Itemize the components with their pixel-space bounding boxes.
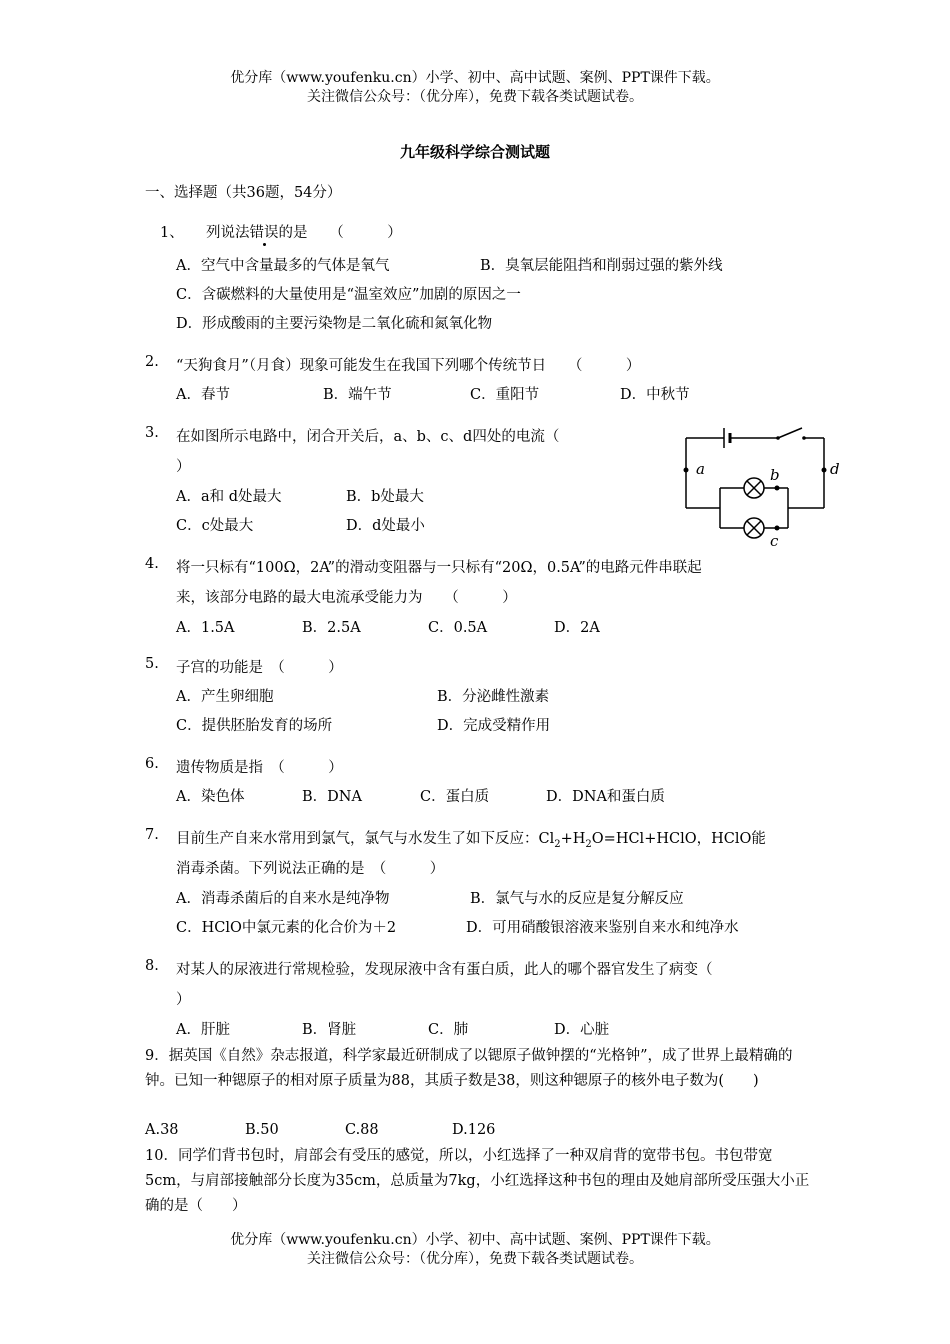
option-d: D．中秋节 xyxy=(620,387,690,403)
question-number: 2. xyxy=(145,354,159,370)
question-number: 4. xyxy=(145,556,159,572)
question-stem: “天狗食月”（月食）现象可能发生在我国下列哪个传统节日 （ ） xyxy=(176,358,641,374)
option-b: B．2.5A xyxy=(302,620,361,636)
option-a: A.38 xyxy=(145,1122,179,1138)
question-stem: 对某人的尿液进行常规检验，发现尿液中含有蛋白质，此人的哪个器官发生了病变（ xyxy=(176,962,713,978)
option-b: B．分泌雌性激素 xyxy=(437,689,550,705)
header-line-2: 关注微信公众号：（优分库），免费下载各类试题试卷。 xyxy=(307,89,643,105)
option-d: D．完成受精作用 xyxy=(437,718,551,734)
question-stem-line1: 目前生产自来水常用到氯气，氯气与水发生了如下反应：$Cl_2+H_2O=HCl+HClO$，HClO能 xyxy=(176,831,766,850)
option-d: D．心脏 xyxy=(554,1022,610,1038)
option-c: C．c处最大 xyxy=(176,518,254,534)
option-c: C．0.5A xyxy=(428,620,488,636)
option-c: C．含碳燃料的大量使用是“温室效应”加剧的原因之一 xyxy=(176,287,521,303)
option-a: A．产生卵细胞 xyxy=(176,689,274,705)
option-a: A．消毒杀菌后的自来水是纯净物 xyxy=(176,891,390,907)
option-d: D．2A xyxy=(554,620,600,636)
question-stem-line1: 将一只标有“100Ω，2A”的滑动变阻器与一只标有“20Ω，0.5A”的电路元件串联起 xyxy=(176,560,702,576)
question-stem: 遗传物质是指 （ ） xyxy=(176,760,343,776)
switch-lever xyxy=(778,428,802,438)
option-a: A．1.5A xyxy=(176,620,235,636)
question-number: 3. xyxy=(145,425,159,441)
question-number: 7. xyxy=(145,827,159,843)
question-number: 1、 xyxy=(160,225,184,241)
emphasis-wrong: 错误 xyxy=(249,225,279,241)
label-b: b xyxy=(770,466,780,484)
option-b: B．端午节 xyxy=(323,387,392,403)
option-b: B.50 xyxy=(245,1122,279,1138)
option-a: A．染色体 xyxy=(176,789,245,805)
option-c: C．HClO中氯元素的化合价为＋2 xyxy=(176,920,397,936)
doc-title: 九年级科学综合测试题 xyxy=(399,143,550,161)
question-stem: 列说法错误的是 （ ） xyxy=(206,225,402,241)
option-d: D．形成酸雨的主要污染物是二氧化硫和氮氧化物 xyxy=(176,316,493,332)
option-d: D.126 xyxy=(452,1122,496,1138)
option-b: B．DNA xyxy=(302,789,362,805)
label-a: a xyxy=(696,460,705,478)
question-stem-line2: 消毒杀菌。下列说法正确的是 （ ） xyxy=(176,861,445,877)
option-c: C．提供胚胎发育的场所 xyxy=(176,718,333,734)
option-d: D．可用硝酸银溶液来鉴别自来水和纯净水 xyxy=(466,920,739,936)
question-stem: 子宫的功能是 （ ） xyxy=(176,660,343,676)
question-stem: 在如图所示电路中，闭合开关后，a、b、c、d四处的电流（ xyxy=(176,429,560,445)
question-stem-end: ） xyxy=(176,459,191,475)
label-c: c xyxy=(770,532,779,548)
header-line-1: 优分库（www.youfenku.cn）小学、初中、高中试题、案例、PPT课件下载。 xyxy=(230,70,720,86)
option-d: D．d处最小 xyxy=(346,518,425,534)
label-d: d xyxy=(830,460,840,478)
option-c: C．重阳节 xyxy=(470,387,540,403)
question-number: 6. xyxy=(145,756,159,772)
option-b: B．肾脏 xyxy=(302,1022,357,1038)
question-stem: 9．据英国《自然》杂志报道，科学家最近研制成了以锶原子做钟摆的“光格钟”，成了世界上最精确的钟。已知一种锶原子的相对原子质量为88，其质子数是38，则这种锶原子的核外电子数为( ) xyxy=(145,1048,793,1089)
footer-line-1: 优分库（www.youfenku.cn）小学、初中、高中试题、案例、PPT课件下载。 xyxy=(230,1232,720,1248)
question-stem-end: ） xyxy=(176,992,191,1008)
section-heading: 一、选择题（共36题，54分） xyxy=(145,185,342,201)
option-a: A．a和 d处最大 xyxy=(176,489,282,505)
option-b: B．b处最大 xyxy=(346,489,424,505)
question-stem: 10．同学们背书包时，肩部会有受压的感觉，所以，小红选择了一种双肩背的宽带书包。书包带宽5cm，与肩部接触部分长度为35cm，总质量为7kg，小红选择这种书包的理由及她肩部所受压强大小正确的是（ ） xyxy=(145,1148,810,1214)
question-number: 5. xyxy=(145,656,159,672)
option-a: A．空气中含量最多的气体是氧气 xyxy=(176,258,390,274)
question-number: 8. xyxy=(145,958,159,974)
option-b: B．臭氧层能阻挡和削弱过强的紫外线 xyxy=(480,258,723,274)
circuit-diagram xyxy=(680,424,850,548)
option-a: A．春节 xyxy=(176,387,230,403)
footer-line-2: 关注微信公众号：（优分库），免费下载各类试题试卷。 xyxy=(307,1251,643,1267)
option-d: D．DNA和蛋白质 xyxy=(546,789,665,805)
option-a: A．肝脏 xyxy=(176,1022,230,1038)
option-c: C．蛋白质 xyxy=(420,789,490,805)
option-c: C．肺 xyxy=(428,1022,469,1038)
option-b: B．氯气与水的反应是复分解反应 xyxy=(470,891,684,907)
question-stem-line2: 来，该部分电路的最大电流承受能力为 （ ） xyxy=(176,590,517,606)
option-c: C.88 xyxy=(345,1122,379,1138)
